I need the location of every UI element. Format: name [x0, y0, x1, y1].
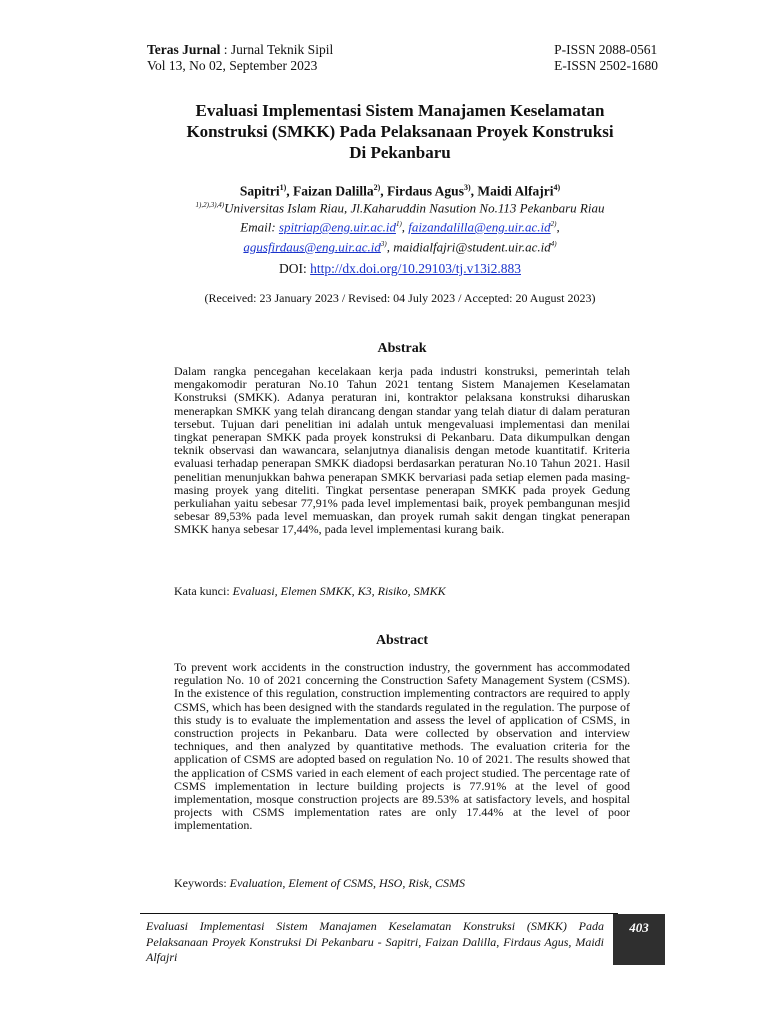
journal-header-right — [554, 42, 658, 74]
email-link[interactable]: faizandalilla@eng.uir.ac.id — [408, 219, 551, 235]
doi-label: DOI: — [278, 261, 311, 276]
email-label: Email: — [240, 219, 279, 235]
abstract-text: To prevent work accidents in the construction industry, the government has accommodated regulation No. 10 of 2021 concerning the Construction Safety Management System (CSMS). In the existence of this regulation, construction implementing contractors are required to apply CSMS, which has been designed with the standards regulated in the regulation. The purpose of this study is to evaluate the implementation and assess the level of application of CSMS, in construction projects in Pekanbaru. Data were collected by observation and interview techniques, and then analyzed by quantitative methods. The evaluation criteria for the application of CSMS are adopted based on regulation No. 10 of 2021. The results showed that the application of CSMS varied in each element of each project studied. The percentage rate of CSMS implementation in lecture building projects is 77.91% at the level of good implementation, mosque construction projects are 89.53% at satisfactory levels, and hospital projects with CSMS implementation rates are only 17.44% at the level of poor implementation. — [174, 660, 630, 833]
author-name: Sapitri — [239, 183, 280, 199]
author-sup: 4) — [553, 183, 561, 192]
doi-line — [140, 261, 660, 277]
eissn: E-ISSN 2502-1680 — [554, 58, 658, 73]
abstrak-keywords — [174, 584, 630, 598]
pissn: P-ISSN 2088-0561 — [554, 42, 658, 57]
email-sup: 2) — [550, 220, 557, 229]
author-sup: 3) — [463, 183, 471, 192]
journal-header-left — [147, 42, 333, 74]
author-sup: 1) — [279, 183, 287, 192]
author-sup: 2) — [373, 183, 381, 192]
abstract-keywords — [174, 876, 630, 890]
email-address: maidialfajri@student.uir.ac.id — [393, 238, 551, 254]
keywords-label: Kata kunci: — [174, 584, 233, 598]
abstract-heading: Abstract — [375, 633, 429, 648]
email-sup: 4) — [550, 239, 557, 248]
doi-link[interactable]: http://dx.doi.org/10.29103/tj.v13i2.883 — [310, 261, 521, 276]
email-link[interactable]: spitriap@eng.uir.ac.id — [278, 219, 396, 235]
abstrak-heading: Abstrak — [377, 341, 427, 356]
keywords-label: Keywords: — [174, 876, 230, 890]
page-number: 403 — [629, 920, 649, 935]
journal-subtitle: : Jurnal Teknik Sipil — [220, 42, 334, 57]
footer-rule — [140, 913, 618, 914]
author-name: Maidi Alfajri — [477, 183, 554, 199]
email-sup: 3) — [380, 239, 387, 248]
affiliation-text: Universitas Islam Riau, Jl.Kaharuddin Nasution No.113 Pekanbaru Riau — [224, 200, 605, 216]
author-name: Faizan Dalilla — [293, 183, 374, 199]
page-number-box — [613, 914, 665, 965]
affiliation-block: $^{1),2),3),4)}$Universitas Islam Riau, Jl.Kaharuddin Nasution No.113 Pekanbaru Riau Email: $spitriap@eng.uir.ac.id^{1)}$, $faizandalilla@eng.uir.ac.id^{2)}$, $agusfirdaus@eng.uir.ac.id^{3)}$, $maidialfajri@student.uir.ac.id^{4)}$ — [195, 200, 605, 254]
footer-citation: Evaluasi Implementasi Sistem Manajamen Keselamatan Konstruksi (SMKK) Pada Pelaksanaan Proyek Konstruksi Di Pekanbaru - Sapitri, Faizan Dalilla, Firdaus Agus, Maidi Alfajri — [146, 919, 604, 964]
keywords-list: Evaluasi, Elemen SMKK, K3, Risiko, SMKK — [232, 584, 446, 598]
abstrak-text: Dalam rangka pencegahan kecelakaan kerja pada industri konstruksi, pemerintah telah mengakomodir peraturan No.10 Tahun 2021 tentang Sistem Manajemen Keselamatan Konstruksi (SMKK). Adanya peraturan ini, kontraktor pelaksana konstruksi diharuskan menerapkan SMKK yang telah dirancang dengan standar yang telah diatur di dalam peraturan tersebut. Tujuan dari penelitian ini adalah untuk mengevaluasi implementasi dan menilai tingkat penerapan SMKK pada proyek konstruksi di Pekanbaru. Data dikumpulkan dengan teknik observasi dan wawancara, selanjutnya dianalisis dengan metode kuantitatif. Kriteria evaluasi terhadap penerapan SMKK diadopsi berdasarkan peraturan No.10 Tahun 2021. Hasil penelitian menunjukkan bahwa penerapan SMKK bervariasi pada setiap elemen pada masing-masing proyek yang diteliti. Tingkat persentase penerapan SMKK pada proyek Gedung perkuliahan yaitu sebesar 77,91% pada level implementasi baik, proyek pembangunan mesjid sebesar 89,53% pada level memuaskan, dan proyek rumah sakit dengan tingkat penerapan SMKK hanya sebesar 17,44%, pada level implementasi kurang baik. — [174, 364, 630, 537]
title-line: Di Pekanbaru — [349, 143, 451, 162]
paper-title — [140, 100, 660, 163]
submission-dates: (Received: 23 January 2023 / Revised: 04 July 2023 / Accepted: 20 August 2023) — [204, 291, 596, 305]
affiliation-sup: 1),2),3),4) — [195, 201, 225, 209]
title-line: Evaluasi Implementasi Sistem Manajamen Keselamatan — [195, 101, 605, 120]
keywords-list: Evaluation, Element of CSMS, HSO, Risk, CSMS — [229, 876, 465, 890]
author-list: Sapitri$^{1)}$, Faizan Dalilla$^{2)}$, Firdaus Agus$^{3)}$, Maidi Alfajri$^{4)}$ — [239, 183, 561, 199]
email-sup: 1) — [395, 220, 402, 229]
journal-volume: Vol 13, No 02, September 2023 — [147, 58, 318, 73]
title-line: Konstruksi (SMKK) Pada Pelaksanaan Proyek Konstruksi — [186, 122, 614, 141]
email-link[interactable]: agusfirdaus@eng.uir.ac.id — [243, 238, 381, 254]
journal-name: Teras Jurnal — [147, 42, 221, 57]
author-name: Firdaus Agus — [387, 183, 464, 199]
